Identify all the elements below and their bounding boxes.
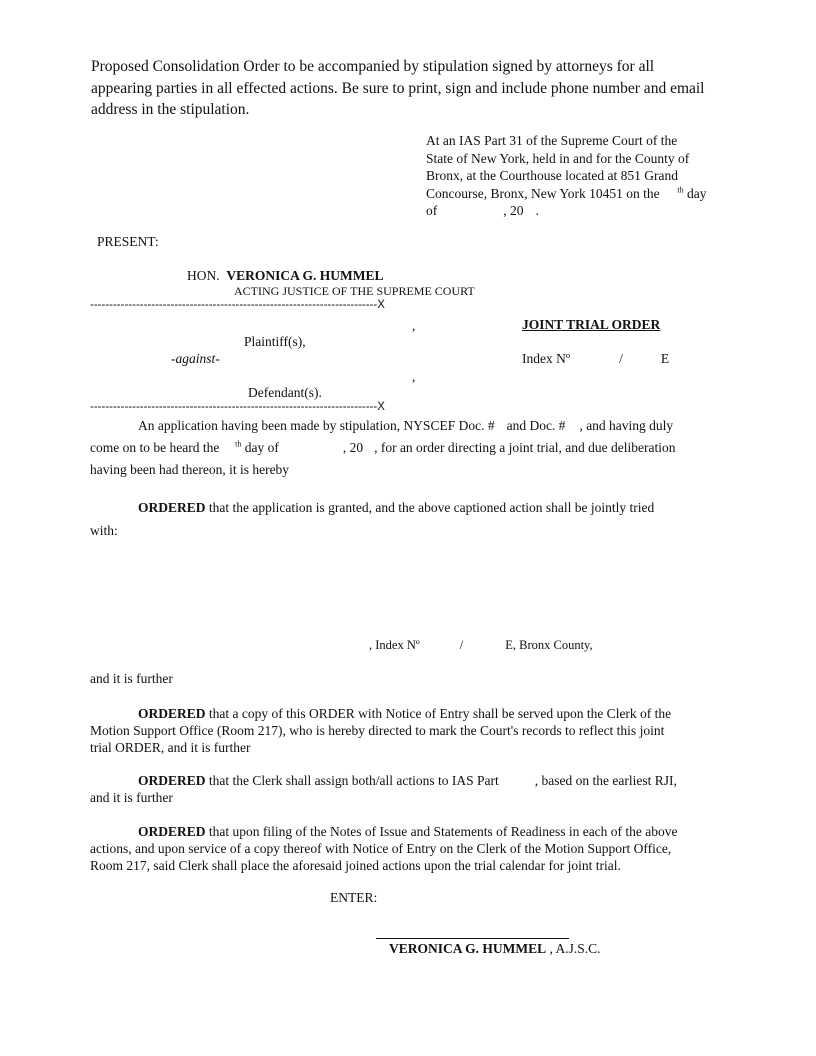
court-venue-block xyxy=(426,132,726,220)
ordered-text: actions, and upon service of a copy thereof with Notice of Entry on the Clerk of the Motion Support Office, xyxy=(90,841,672,856)
joined-index-slash: / xyxy=(459,638,464,652)
venue-year: , 20 xyxy=(503,203,524,218)
caption-bottom-rule: ---------------------------------------------------------------------------X xyxy=(90,401,385,413)
joined-index-line xyxy=(369,638,593,653)
application-line: having been had thereon, it is hereby xyxy=(90,462,290,477)
venue-line: State of New York, held in and for the County of xyxy=(426,150,690,166)
signature-line xyxy=(376,938,569,939)
ordered-keyword: ORDERED xyxy=(138,706,206,721)
signatory-name: VERONICA G. HUMMEL xyxy=(389,941,547,956)
ordered-keyword: ORDERED xyxy=(138,824,206,839)
ordered-text: and it is further xyxy=(90,790,173,805)
caption-comma: , xyxy=(412,369,416,384)
ordered-text: , based on the earliest RJI, xyxy=(534,773,677,788)
ordered-text: trial ORDER, and it is further xyxy=(90,740,251,755)
application-text: An application having been made by stipulation, NYSCEF Doc. # xyxy=(138,418,495,433)
application-text: come on to be heard the xyxy=(90,440,220,455)
against-label: -against- xyxy=(171,351,220,366)
caption-comma: , xyxy=(412,318,416,333)
ordered-keyword: ORDERED xyxy=(138,773,206,788)
present-label: PRESENT: xyxy=(97,234,159,249)
ordered-text: that the Clerk shall assign both/all actions to IAS Part xyxy=(208,773,499,788)
venue-line: Bronx, at the Courthouse located at 851 Grand xyxy=(426,168,678,183)
enter-label: ENTER: xyxy=(330,890,378,905)
ordered-text: Room 217, said Clerk shall place the aforesaid joined actions upon the trial calendar for joint trial. xyxy=(90,858,621,873)
signature-block xyxy=(389,941,601,957)
venue-line: At an IAS Part 31 of the Supreme Court of the xyxy=(426,133,678,148)
application-line xyxy=(90,440,675,456)
venue-text: Concourse, Bronx, New York 10451 on the xyxy=(426,185,660,201)
index-suffix: E xyxy=(660,351,670,366)
ordered-paragraph-1 xyxy=(138,500,654,516)
ordered-paragraph-2 xyxy=(90,705,726,756)
instructions-line: Proposed Consolidation Order to be accompanied by stipulation signed by attorneys for all xyxy=(91,58,655,75)
instructions-line: address in the stipulation. xyxy=(91,101,250,118)
further-text: and it is further xyxy=(90,671,173,686)
joined-index-county: E, Bronx County, xyxy=(505,638,593,652)
venue-text: of xyxy=(426,203,438,218)
plaintiff-label: Plaintiff(s), xyxy=(244,334,306,349)
judge-name: VERONICA G. HUMMEL xyxy=(226,268,384,283)
index-label: Index Nº xyxy=(522,351,571,366)
judge-line xyxy=(187,268,384,284)
index-slash: / xyxy=(619,351,623,366)
ordered-text: Motion Support Office (Room 217), who is hereby directed to mark the Court's records to reflect this joint xyxy=(90,723,665,738)
caption-top-rule: ---------------------------------------------------------------------------X xyxy=(90,299,385,311)
venue-line xyxy=(426,202,726,220)
index-number-line xyxy=(522,351,669,367)
ordered-text: that a copy of this ORDER with Notice of Entry shall be served upon the Clerk of the xyxy=(208,706,672,721)
day-suffix: th xyxy=(677,185,684,194)
day-suffix: th xyxy=(235,439,242,449)
ordered-text: that upon filing of the Notes of Issue and Statements of Readiness in each of the above xyxy=(208,824,678,839)
order-title: JOINT TRIAL ORDER xyxy=(522,317,661,332)
defendant-label: Defendant(s). xyxy=(248,385,322,400)
ordered-text: that the application is granted, and the above captioned action shall be jointly tried xyxy=(208,500,655,515)
application-text: , and having duly xyxy=(579,418,674,433)
signatory-title: , A.J.S.C. xyxy=(549,941,601,956)
judge-title: ACTING JUSTICE OF THE SUPREME COURT xyxy=(234,284,475,298)
venue-line xyxy=(426,185,726,203)
venue-period: . xyxy=(535,203,539,218)
application-text: day of xyxy=(244,440,279,455)
application-line xyxy=(138,418,673,434)
instructions-line: appearing parties in all effected actions. Be sure to print, sign and include phone number and email xyxy=(91,79,705,97)
ordered-paragraph-4 xyxy=(90,823,726,874)
ordered-keyword: ORDERED xyxy=(138,500,206,515)
application-text: , for an order directing a joint trial, and due deliberation xyxy=(374,440,676,455)
hon-label: HON. xyxy=(187,268,220,283)
instructions-paragraph xyxy=(91,56,731,121)
application-text: and Doc. # xyxy=(506,418,566,433)
venue-text: day xyxy=(687,185,707,201)
ordered-paragraph-3 xyxy=(90,772,726,806)
application-text: , 20 xyxy=(342,440,364,455)
joined-index-label: , Index Nº xyxy=(369,638,420,652)
ordered-text: with: xyxy=(90,523,118,538)
